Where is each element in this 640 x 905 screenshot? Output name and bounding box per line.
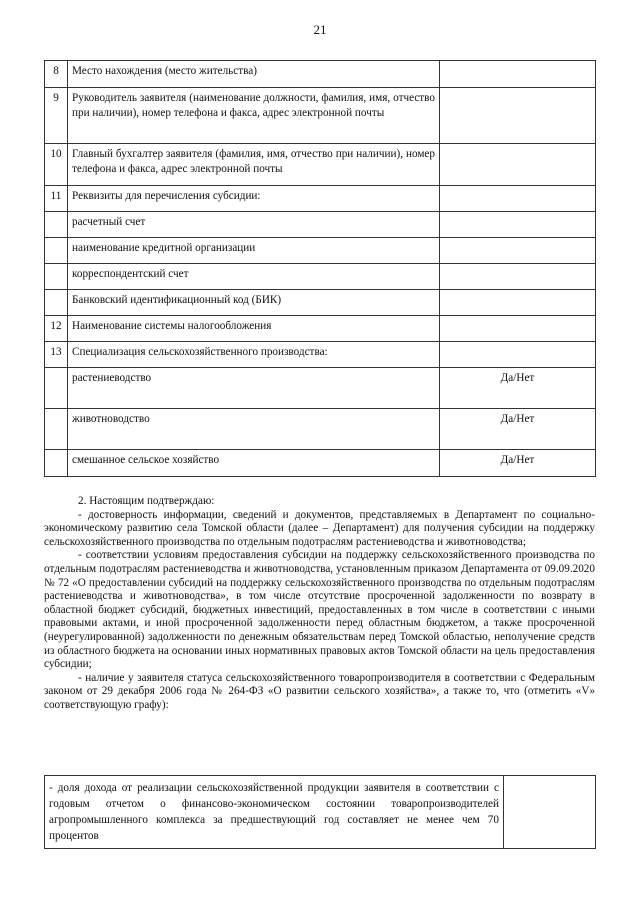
row-label: животноводство	[68, 409, 440, 450]
row-value-cell[interactable]	[440, 61, 596, 88]
row-number: 10	[45, 144, 68, 186]
yes-no-option[interactable]: Да/Нет	[440, 368, 596, 409]
row-label: Место нахождения (место жительства)	[68, 61, 440, 88]
row-value-cell[interactable]	[440, 342, 596, 368]
confirmation-section	[44, 495, 595, 713]
row-value-cell[interactable]	[440, 144, 596, 186]
row-value-cell[interactable]	[440, 316, 596, 342]
row-label: наименование кредитной организации	[68, 238, 440, 264]
row-number	[45, 264, 68, 290]
row-label: Банковский идентификационный код (БИК)	[68, 290, 440, 316]
row-label: Специализация сельскохозяйственного производства:	[68, 342, 440, 368]
row-label: Главный бухгалтер заявителя (фамилия, имя, отчество при наличии), номер телефона и факса, адрес электронной почты	[68, 144, 440, 186]
row-value-cell[interactable]	[440, 186, 596, 212]
row-value-cell[interactable]	[440, 264, 596, 290]
confirmation-paragraph: - соответствии условиям предоставления субсидии на поддержку сельскохозяйственного производства по отдельным подотраслям растениеводства и животноводства, установленным приказом Департамента от 09.09.2020 № 72 «О предоставлении субсидий на поддержку сельскохозяйственного производства по отдельным подотраслям растениеводства и животноводства», в том числе отсутствие просроченной задолженности по возврату в областной бюджет субсидий, бюджетных инвестиций, предоставленных в том числе в соответствии с иными правовыми актами, и иной просроченной задолженности перед областным бюджетом, а также просроченной (неурегулированной) задолженности по денежным обязательствам перед Томской областью, неполучение средств из областного бюджета на основании иных нормативных правовых актов Томской области на цель предоставления субсидии;	[44, 549, 595, 671]
applicant-info-table	[44, 60, 596, 477]
income-share-statement: - доля дохода от реализации сельскохозяйственной продукции заявителя в соответствии с годовым отчетом о финансово-экономическом состоянии товаропроизводителей агропромышленного комплекса за предшествующий год составляет не менее чем 70 процентов	[45, 776, 504, 849]
row-value-cell[interactable]	[440, 238, 596, 264]
row-label: растениеводство	[68, 368, 440, 409]
table-row	[45, 342, 596, 368]
row-number	[45, 212, 68, 238]
row-number: 9	[45, 88, 68, 144]
yes-no-option[interactable]: Да/Нет	[440, 409, 596, 450]
table-row	[45, 450, 596, 477]
table-row	[45, 144, 596, 186]
confirmation-paragraph: - достоверность информации, сведений и документов, представляемых в Департамент по социально-экономическому развитию села Томской области (далее – Департамент) для получения субсидии на поддержку сельскохозяйственного производства по отдельным подотраслям растениеводства и животноводства;	[44, 508, 595, 548]
row-number: 13	[45, 342, 68, 368]
row-number	[45, 238, 68, 264]
row-value-cell[interactable]	[440, 212, 596, 238]
row-value-cell[interactable]	[440, 290, 596, 316]
page-number: 21	[313, 22, 327, 37]
row-label: Наименование системы налогообложения	[68, 316, 440, 342]
row-number: 12	[45, 316, 68, 342]
row-value-cell[interactable]	[440, 88, 596, 144]
row-number	[45, 450, 68, 477]
table-row	[45, 316, 596, 342]
status-checkbox-table	[44, 775, 596, 849]
tick-mark-cell[interactable]	[504, 776, 596, 849]
table-row	[45, 776, 596, 849]
table-row	[45, 186, 596, 212]
confirmation-paragraph: - наличие у заявителя статуса сельскохозяйственного товаропроизводителя в соответствии с Федеральным законом от 29 декабря 2006 года № 264-ФЗ «О развитии сельского хозяйства», а также то, что (отметить «V» соответствующую графу):	[44, 671, 595, 711]
table-row	[45, 212, 596, 238]
row-label: Реквизиты для перечисления субсидии:	[68, 186, 440, 212]
row-label: расчетный счет	[68, 212, 440, 238]
table-row	[45, 61, 596, 88]
row-label: корреспондентский счет	[68, 264, 440, 290]
table-row	[45, 290, 596, 316]
yes-no-option[interactable]: Да/Нет	[440, 450, 596, 477]
table-row	[45, 409, 596, 450]
row-number	[45, 409, 68, 450]
row-label: смешанное сельское хозяйство	[68, 450, 440, 477]
row-number	[45, 290, 68, 316]
row-number	[45, 368, 68, 409]
row-number: 11	[45, 186, 68, 212]
confirmation-heading: 2. Настоящим подтверждаю:	[78, 495, 215, 507]
table-row	[45, 88, 596, 144]
table-row	[45, 368, 596, 409]
table-row	[45, 238, 596, 264]
row-label: Руководитель заявителя (наименование должности, фамилия, имя, отчество при наличии), номер телефона и факса, адрес электронной почты	[68, 88, 440, 144]
row-number: 8	[45, 61, 68, 88]
table-row	[45, 264, 596, 290]
